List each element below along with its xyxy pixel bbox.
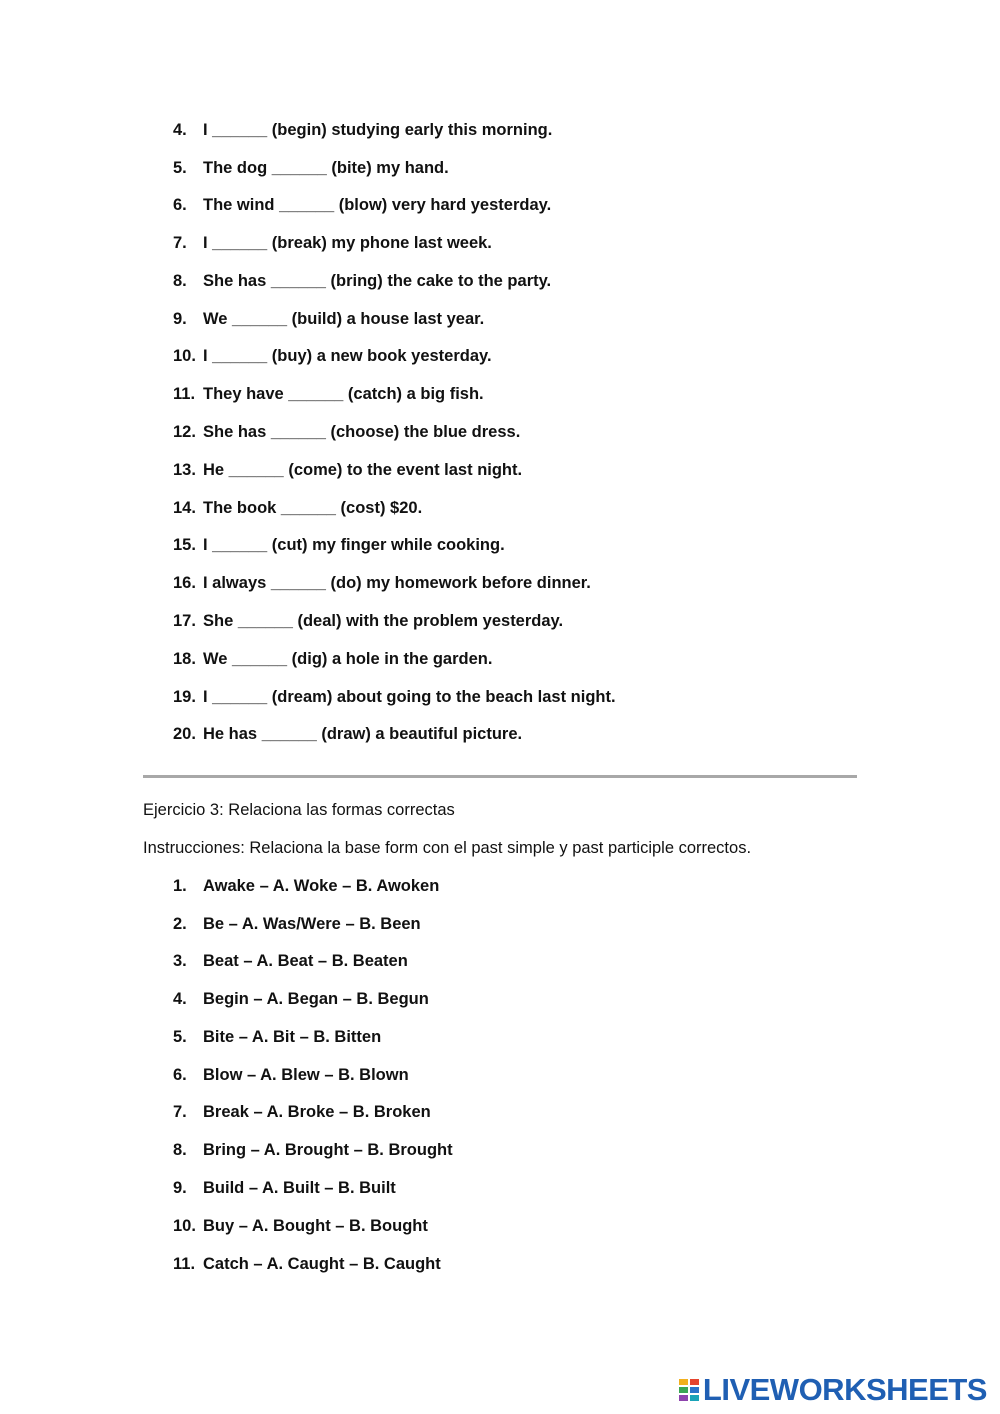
item-number: 8. <box>173 272 187 290</box>
item-text: I ______ (cut) my finger while cooking. <box>203 536 505 554</box>
item-text: Bring – A. Brought – B. Brought <box>203 1141 453 1159</box>
item-text: I ______ (buy) a new book yesterday. <box>203 347 492 365</box>
item-number: 9. <box>173 1179 187 1197</box>
item-text: Blow – A. Blew – B. Blown <box>203 1066 409 1084</box>
item-number: 4. <box>173 990 187 1008</box>
item-text: Awake – A. Woke – B. Awoken <box>203 877 440 895</box>
item-text: I ______ (break) my phone last week. <box>203 234 492 252</box>
item-text: She ______ (deal) with the problem yesterday. <box>203 612 564 630</box>
item-text: He ______ (come) to the event last night. <box>203 461 523 479</box>
item-number: 9. <box>173 310 187 328</box>
section-divider <box>143 775 857 778</box>
item-number: 8. <box>173 1141 187 1159</box>
item-text: Catch – A. Caught – B. Caught <box>203 1255 441 1273</box>
item-text: The wind ______ (blow) very hard yesterday. <box>203 196 552 214</box>
item-number: 6. <box>173 1066 187 1084</box>
item-number: 2. <box>173 915 187 933</box>
item-number: 5. <box>173 1028 187 1046</box>
item-text: Beat – A. Beat – B. Beaten <box>203 952 408 970</box>
liveworksheets-wordmark: LIVEWORKSHEETS <box>702 1372 987 1407</box>
item-number: 5. <box>173 159 187 177</box>
item-number: 3. <box>173 952 187 970</box>
item-number: 7. <box>173 234 187 252</box>
item-number: 1. <box>173 877 187 895</box>
item-number: 11. <box>173 1255 196 1273</box>
item-text: He has ______ (draw) a beautiful picture. <box>203 725 523 743</box>
item-number: 19. <box>173 688 196 706</box>
item-number: 12. <box>173 423 196 441</box>
item-text: Build – A. Built – B. Built <box>203 1179 396 1197</box>
item-text: Bite – A. Bit – B. Bitten <box>203 1028 382 1046</box>
item-text: We ______ (dig) a hole in the garden. <box>203 650 493 668</box>
item-text: I always ______ (do) my homework before dinner. <box>203 574 591 592</box>
item-number: 13. <box>173 461 196 479</box>
item-text: The book ______ (cost) $20. <box>203 499 423 517</box>
item-number: 16. <box>173 574 196 592</box>
liveworksheets-logo-icon <box>678 1377 700 1403</box>
item-text: I ______ (dream) about going to the beach last night. <box>203 688 616 706</box>
item-text: Buy – A. Bought – B. Bought <box>203 1217 428 1235</box>
item-text: She has ______ (choose) the blue dress. <box>203 423 521 441</box>
item-text: Be – A. Was/Were – B. Been <box>203 915 421 933</box>
item-text: I ______ (begin) studying early this morning. <box>203 121 553 139</box>
exercise-3-instructions: Instrucciones: Relaciona la base form con el past simple y past participle correctos. <box>143 839 752 857</box>
item-number: 18. <box>173 650 196 668</box>
item-number: 17. <box>173 612 196 630</box>
item-number: 15. <box>173 536 196 554</box>
item-text: We ______ (build) a house last year. <box>203 310 485 328</box>
item-number: 4. <box>173 121 187 139</box>
item-number: 14. <box>173 499 196 517</box>
item-number: 10. <box>173 347 196 365</box>
item-text: They have ______ (catch) a big fish. <box>203 385 484 403</box>
item-text: The dog ______ (bite) my hand. <box>203 159 449 177</box>
item-number: 20. <box>173 725 196 743</box>
item-text: Begin – A. Began – B. Begun <box>203 990 429 1008</box>
item-number: 11. <box>173 385 196 403</box>
item-text: She has ______ (bring) the cake to the party. <box>203 272 552 290</box>
liveworksheets-logo[interactable] <box>678 1374 987 1406</box>
item-number: 7. <box>173 1103 187 1121</box>
item-text: Break – A. Broke – B. Broken <box>203 1103 431 1121</box>
exercise-3-title: Ejercicio 3: Relaciona las formas correctas <box>143 801 455 819</box>
item-number: 10. <box>173 1217 196 1235</box>
item-number: 6. <box>173 196 187 214</box>
